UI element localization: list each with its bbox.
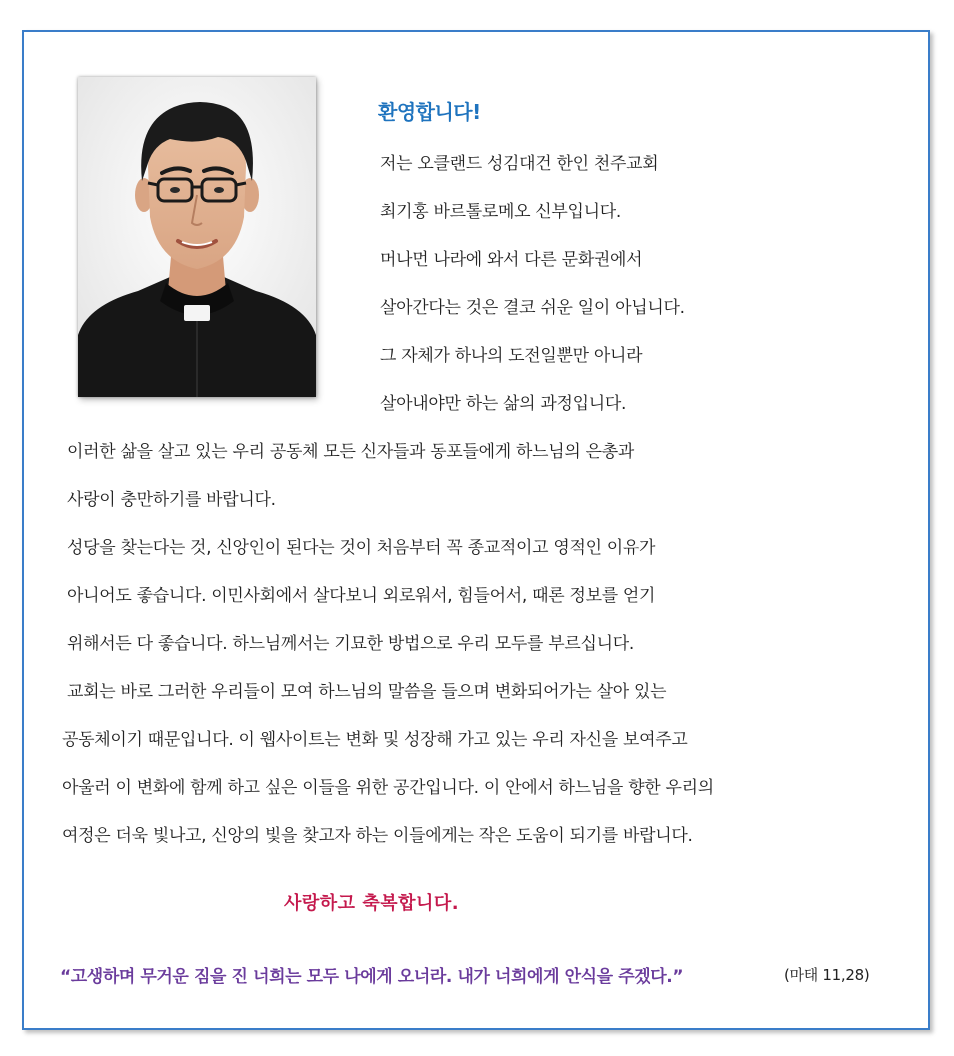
intro-line-2: 최기홍 바르톨로메오 신부입니다. <box>380 202 622 222</box>
body-line-8: 아울러 이 변화에 함께 하고 싶은 이들을 위한 공간입니다. 이 안에서 하느님을 향한 우리의 <box>62 778 714 798</box>
welcome-heading: 환영합니다! <box>378 100 481 124</box>
intro-line-6: 살아내야만 하는 삶의 과정입니다. <box>380 394 627 414</box>
body-line-2: 사랑이 충만하기를 바랍니다. <box>67 490 276 510</box>
body-line-4: 아니어도 좋습니다. 이민사회에서 살다보니 외로워서, 힘들어서, 때론 정보를 얻기 <box>67 586 656 606</box>
intro-line-5: 그 자체가 하나의 도전일뿐만 아니라 <box>380 346 643 366</box>
portrait-illustration <box>78 77 316 397</box>
scripture-quote: “고생하며 무거운 짐을 진 너희는 모두 나에게 오너라. 내가 너희에게 안식을 주겠다.” <box>60 967 684 987</box>
body-line-9: 여정은 더욱 빛나고, 신앙의 빛을 찾고자 하는 이들에게는 작은 도움이 되기를 바랍니다. <box>62 826 693 846</box>
intro-line-1: 저는 오클랜드 성김대건 한인 천주교회 <box>380 154 659 174</box>
body-line-5: 위해서든 다 좋습니다. 하느님께서는 기묘한 방법으로 우리 모두를 부르십니다. <box>67 634 634 654</box>
body-line-1: 이러한 삶을 살고 있는 우리 공동체 모든 신자들과 동포들에게 하느님의 은총과 <box>67 442 634 462</box>
intro-line-3: 머나먼 나라에 와서 다른 문화권에서 <box>380 250 643 270</box>
priest-portrait-photo <box>78 77 316 397</box>
body-line-3: 성당을 찾는다는 것, 신앙인이 된다는 것이 처음부터 꼭 종교적이고 영적인 이유가 <box>67 538 656 558</box>
intro-line-4: 살아간다는 것은 결코 쉬운 일이 아닙니다. <box>380 298 685 318</box>
closing-blessing: 사랑하고 축복합니다. <box>284 893 460 914</box>
body-line-7: 공동체이기 때문입니다. 이 웹사이트는 변화 및 성장해 가고 있는 우리 자신을 보여주고 <box>62 730 688 750</box>
body-line-6: 교회는 바로 그러한 우리들이 모여 하느님의 말씀을 들으며 변화되어가는 살아 있는 <box>67 682 667 702</box>
scripture-reference: (마태 11,28) <box>784 966 870 984</box>
